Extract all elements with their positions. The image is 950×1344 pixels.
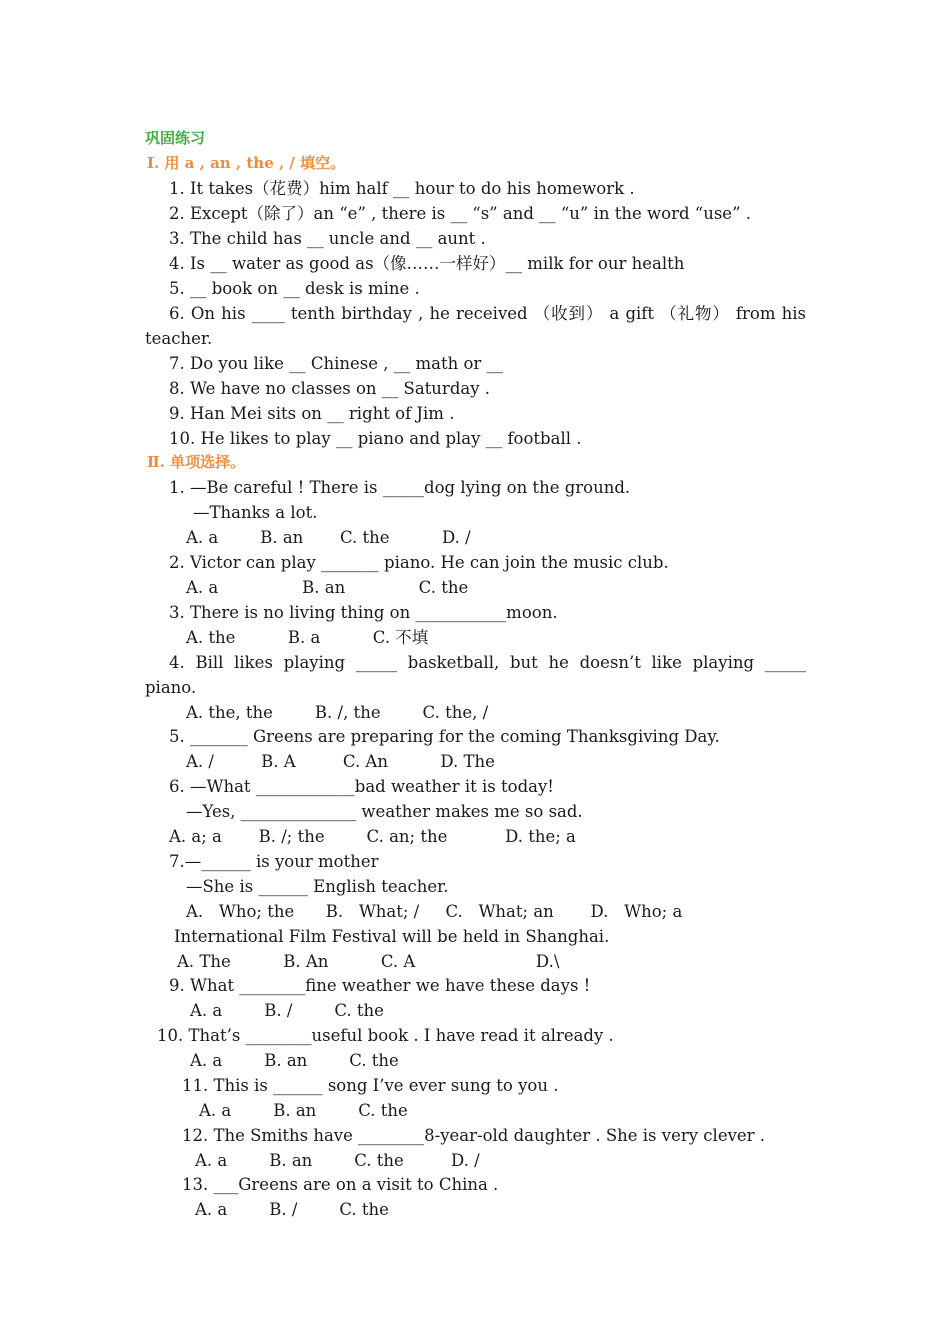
s1-q6-cont: teacher. bbox=[145, 329, 213, 348]
exercise-heading: 巩固练习 bbox=[145, 129, 206, 147]
s2-q4: 4. Bill likes playing _____ basketball, but he doesn’t like playing _____ bbox=[169, 653, 806, 672]
s2-q8-options: A. The B. An C. A D.\ bbox=[177, 952, 560, 971]
s1-q1: 1. It takes（花费）him half __ hour to do his homework . bbox=[169, 179, 635, 198]
s1-q8: 8. We have no classes on __ Saturday . bbox=[169, 379, 491, 398]
s2-q10: 10. That’s ________useful book . I have read it already . bbox=[157, 1026, 614, 1045]
s2-q4-options: A. the, the B. /, the C. the, / bbox=[186, 703, 489, 722]
s1-q3: 3. The child has __ uncle and __ aunt . bbox=[169, 229, 486, 248]
s2-q1-options: A. a B. an C. the D. / bbox=[186, 528, 471, 547]
s1-q6: 6. On his ____ tenth birthday , he received （收到） a gift （礼物） from his bbox=[169, 304, 806, 323]
s1-q7: 7. Do you like __ Chinese , __ math or __ bbox=[169, 354, 504, 373]
s2-q1-reply: —Thanks a lot. bbox=[193, 503, 318, 522]
s2-q5-options: A. / B. A C. An D. The bbox=[186, 752, 495, 771]
s2-q1: 1. —Be careful ! There is _____dog lying on the ground. bbox=[169, 478, 631, 497]
section2-title: Ⅱ. 单项选择。 bbox=[147, 453, 246, 471]
s2-q3-options: A. the B. a C. 不填 bbox=[186, 628, 429, 647]
s2-q4-cont: piano. bbox=[145, 678, 197, 697]
s2-q2-options: A. a B. an C. the bbox=[186, 578, 469, 597]
s1-q2: 2. Except（除了）an “e” , there is __ “s” and __ “u” in the word “use” . bbox=[169, 204, 751, 223]
s2-q7-reply: —She is ______ English teacher. bbox=[186, 877, 449, 896]
s2-q12: 12. The Smiths have ________8-year-old daughter . She is very clever . bbox=[182, 1126, 766, 1145]
s2-q8: International Film Festival will be held in Shanghai. bbox=[174, 927, 610, 946]
s2-q6-reply: —Yes, ______________ weather makes me so sad. bbox=[186, 802, 583, 821]
s2-q6: 6. —What ____________bad weather it is today! bbox=[169, 777, 554, 796]
s2-q9-options: A. a B. / C. the bbox=[190, 1001, 384, 1020]
s2-q11: 11. This is ______ song I’ve ever sung to you . bbox=[182, 1076, 559, 1095]
s2-q3: 3. There is no living thing on ___________moon. bbox=[169, 603, 558, 622]
s2-q6-options: A. a; a B. /; the C. an; the D. the; a bbox=[169, 827, 576, 846]
s2-q7: 7.—______ is your mother bbox=[169, 852, 379, 871]
s2-q5: 5. _______ Greens are preparing for the coming Thanksgiving Day. bbox=[169, 727, 720, 746]
s2-q9: 9. What ________fine weather we have these days ! bbox=[169, 976, 591, 995]
s2-q11-options: A. a B. an C. the bbox=[199, 1101, 408, 1120]
s2-q13: 13. ___Greens are on a visit to China . bbox=[182, 1175, 499, 1194]
s2-q2: 2. Victor can play _______ piano. He can join the music club. bbox=[169, 553, 669, 572]
s1-q4: 4. Is __ water as good as（像……一样好）__ milk for our health bbox=[169, 254, 685, 273]
s1-q10: 10. He likes to play __ piano and play __ football . bbox=[169, 429, 582, 448]
s2-q13-options: A. a B. / C. the bbox=[195, 1200, 389, 1219]
s2-q7-options: A. Who; the B. What; / C. What; an D. Who; a bbox=[186, 902, 683, 921]
section1-title: Ⅰ. 用 a , an , the , / 填空。 bbox=[147, 154, 346, 172]
s2-q12-options: A. a B. an C. the D. / bbox=[195, 1151, 480, 1170]
s1-q9: 9. Han Mei sits on __ right of Jim . bbox=[169, 404, 455, 423]
s1-q5: 5. __ book on __ desk is mine . bbox=[169, 279, 420, 298]
s2-q10-options: A. a B. an C. the bbox=[190, 1051, 399, 1070]
